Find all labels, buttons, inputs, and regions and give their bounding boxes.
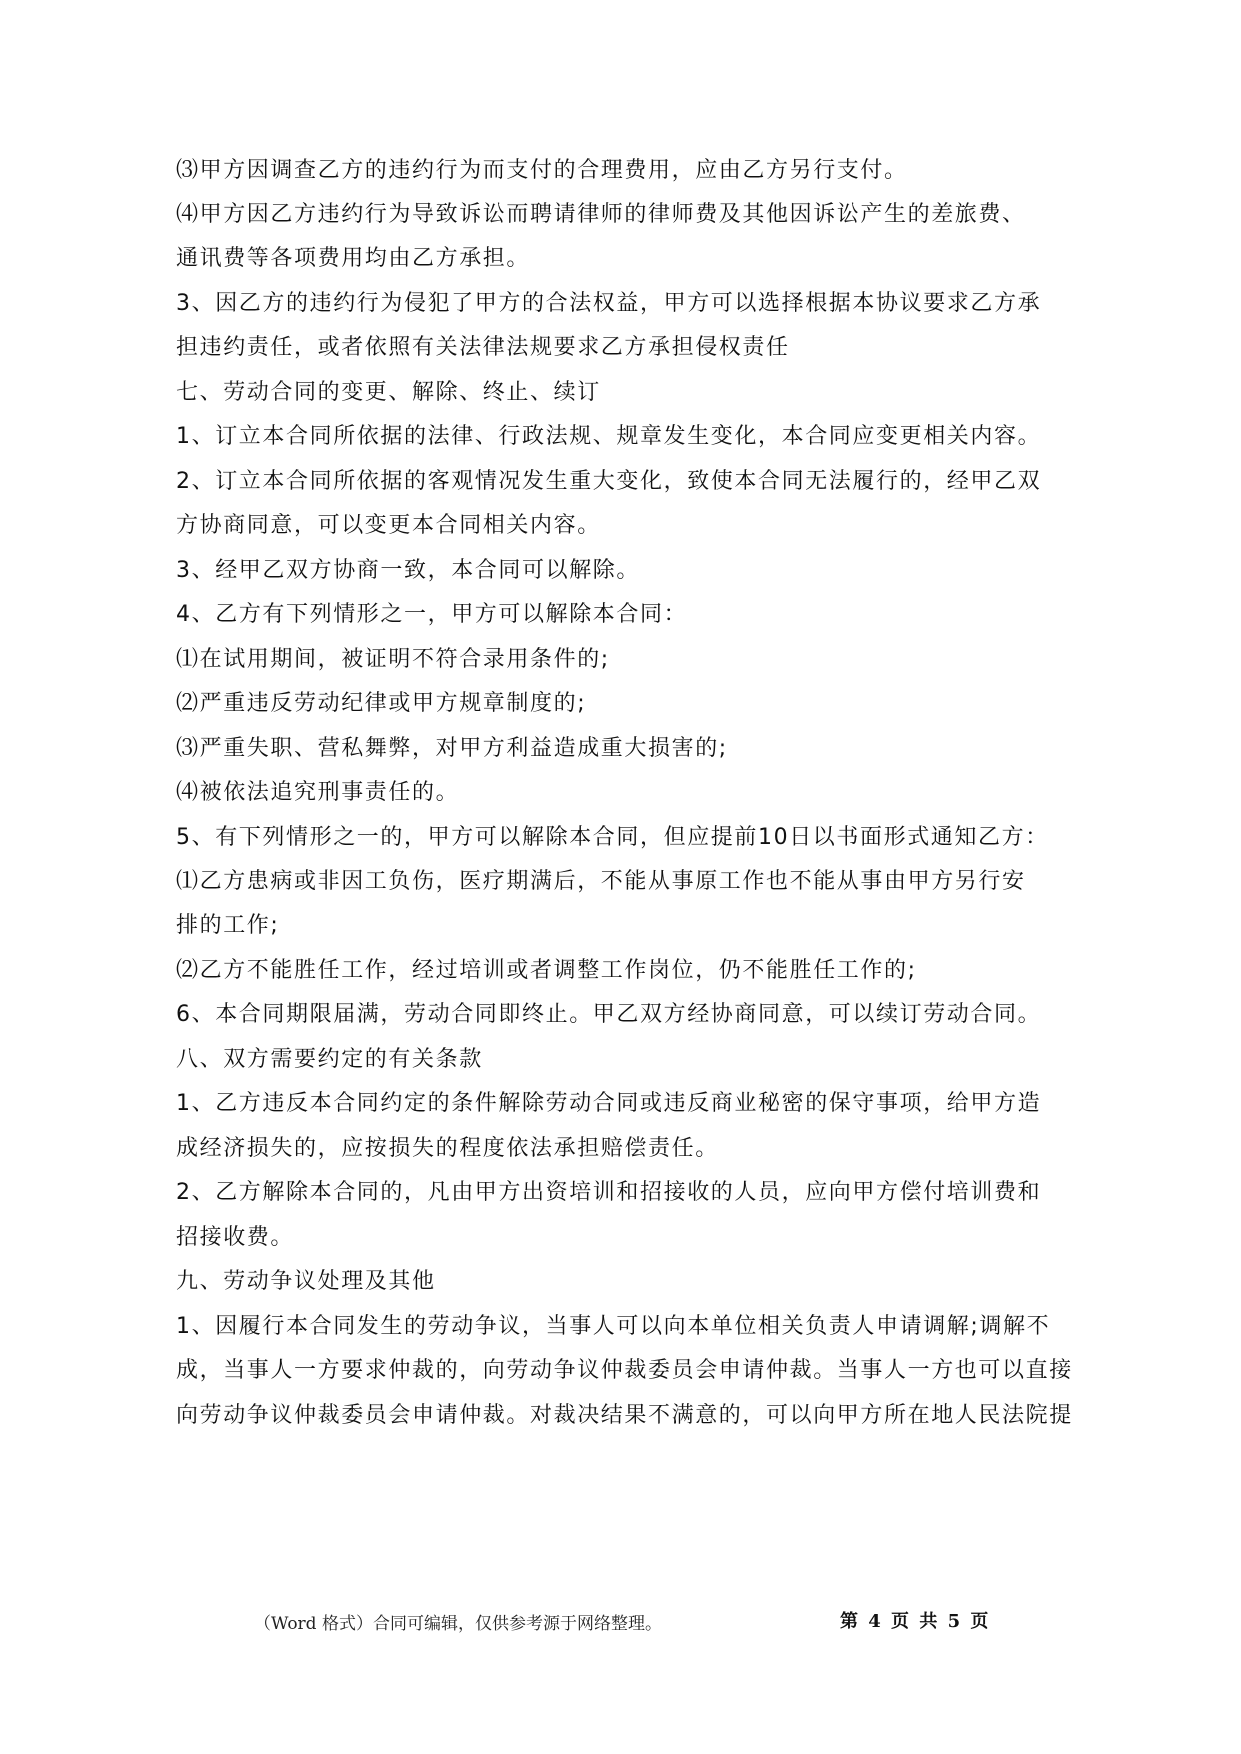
paragraph-line: 向劳动争议仲裁委员会申请仲裁。对裁决结果不满意的，可以向甲方所在地人民法院提 (176, 1403, 1073, 1428)
footer-note: （Word 格式）合同可编辑，仅供参考源于网络整理。 (254, 1614, 662, 1634)
paragraph-line: 4、乙方有下列情形之一，甲方可以解除本合同： (176, 602, 688, 627)
paragraph-line: 2、订立本合同所依据的客观情况发生重大变化，致使本合同无法履行的，经甲乙双 (176, 469, 1042, 494)
paragraph-line: 排的工作; (176, 913, 280, 938)
paragraph-line: 2、乙方解除本合同的，凡由甲方出资培训和招接收的人员，应向甲方偿付培训费和 (176, 1180, 1042, 1205)
paragraph-line: 3、因乙方的违约行为侵犯了甲方的合法权益，甲方可以选择根据本协议要求乙方承 (176, 291, 1042, 316)
paragraph-line: 1、乙方违反本合同约定的条件解除劳动合同或违反商业秘密的保守事项，给甲方造 (176, 1091, 1042, 1116)
section-heading: 八、双方需要约定的有关条款 (176, 1047, 483, 1072)
page-number: 第 4 页 共 5 页 (840, 1611, 991, 1632)
paragraph-line: ⑵严重违反劳动纪律或甲方规章制度的; (176, 691, 587, 716)
paragraph-line: ⑶甲方因调查乙方的违约行为而支付的合理费用，应由乙方另行支付。 (176, 158, 908, 183)
paragraph-line: 1、因履行本合同发生的劳动争议，当事人可以向本单位相关负责人申请调解;调解不 (176, 1314, 1051, 1339)
paragraph-line: 招接收费。 (176, 1225, 295, 1250)
paragraph-line: ⑴在试用期间，被证明不符合录用条件的; (176, 647, 610, 672)
paragraph-line: ⑷被依法追究刑事责任的。 (176, 780, 460, 805)
paragraph-line: ⑵乙方不能胜任工作，经过培训或者调整工作岗位，仍不能胜任工作的; (176, 958, 917, 983)
paragraph-line: ⑶严重失职、营私舞弊，对甲方利益造成重大损害的; (176, 736, 728, 761)
paragraph-line: 通讯费等各项费用均由乙方承担。 (176, 246, 531, 271)
paragraph-line: 5、有下列情形之一的，甲方可以解除本合同，但应提前10日以书面形式通知乙方： (176, 825, 1049, 850)
paragraph-line: 成，当事人一方要求仲裁的，向劳动争议仲裁委员会申请仲裁。当事人一方也可以直接 (176, 1358, 1073, 1383)
section-heading: 七、劳动合同的变更、解除、终止、续订 (176, 380, 601, 405)
paragraph-line: 6、本合同期限届满，劳动合同即终止。甲乙双方经协商同意，可以续订劳动合同。 (176, 1002, 1042, 1027)
paragraph-line: 成经济损失的，应按损失的程度依法承担赔偿责任。 (176, 1136, 719, 1161)
paragraph-line: 1、订立本合同所依据的法律、行政法规、规章发生变化，本合同应变更相关内容。 (176, 424, 1042, 449)
paragraph-line: 担违约责任，或者依照有关法律法规要求乙方承担侵权责任 (176, 335, 790, 360)
paragraph-line: 方协商同意，可以变更本合同相关内容。 (176, 513, 601, 538)
paragraph-line: ⑴乙方患病或非因工负伤，医疗期满后，不能从事原工作也不能从事由甲方另行安 (176, 869, 1026, 894)
paragraph-line: ⑷甲方因乙方违约行为导致诉讼而聘请律师的律师费及其他因诉讼产生的差旅费、 (176, 202, 1026, 227)
paragraph-line: 3、经甲乙双方协商一致，本合同可以解除。 (176, 558, 640, 583)
section-heading: 九、劳动争议处理及其他 (176, 1269, 436, 1294)
